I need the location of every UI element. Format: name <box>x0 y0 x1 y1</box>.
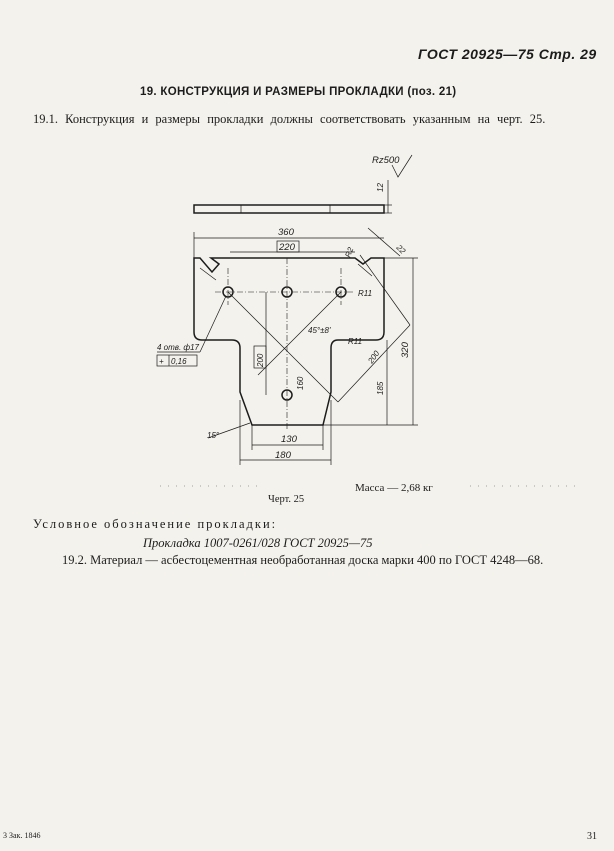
dim-width-total: 360 <box>278 227 294 238</box>
position-symbol: + <box>159 357 164 366</box>
dim-r-hole: R11 <box>358 289 373 298</box>
holes-note: 4 отв. ф17 <box>157 343 199 352</box>
dim-height-lower: 185 <box>376 381 385 395</box>
dim-angle: 45°±8' <box>308 326 331 335</box>
side-view-strip <box>194 205 384 213</box>
dim-r-corner: R2 <box>343 245 356 259</box>
dim-tolerance: 0,16 <box>171 357 187 366</box>
footer-left: 3 Зак. 1846 <box>3 831 41 840</box>
dim-hole-vert-b: 160 <box>296 376 305 390</box>
designation-value: Прокладка 1007-0261/028 ГОСТ 20925—75 <box>143 536 373 550</box>
dim-taper: 15° <box>207 431 220 440</box>
drawing-caption: Черт. 25 <box>268 494 305 505</box>
dim-thickness: 12 <box>376 183 385 192</box>
dim-chamfer: 22 <box>394 243 408 256</box>
page-header: ГОСТ 20925—75 Стр. 29 <box>418 46 597 62</box>
paragraph-19-2: 19.2. Материал — асбестоцементная необработанная доска марки 400 по ГОСТ 4248—68. <box>62 553 544 567</box>
dim-hole-vert-a: 200 <box>256 353 265 367</box>
section-title: 19. КОНСТРУКЦИЯ И РАЗМЕРЫ ПРОКЛАДКИ (поз. 21) <box>140 86 457 98</box>
dim-r-neck: R11 <box>348 337 363 346</box>
dim-width-inner: 220 <box>279 242 295 253</box>
dim-bottom-inner: 130 <box>281 434 297 445</box>
designation-label: Условное обозначение прокладки: <box>33 517 278 531</box>
roughness-label: Rz500 <box>372 155 400 166</box>
page-number: 31 <box>587 831 597 842</box>
dim-height-total: 320 <box>400 342 411 358</box>
paragraph-19-1: 19.1. Конструкция и размеры прокладки должны соответствовать указанным на черт. 25. <box>33 112 546 126</box>
dim-bottom-outer: 180 <box>275 450 291 461</box>
dim-diag: 200 <box>366 349 382 366</box>
mass-label: Масса — 2,68 кг <box>355 482 433 494</box>
